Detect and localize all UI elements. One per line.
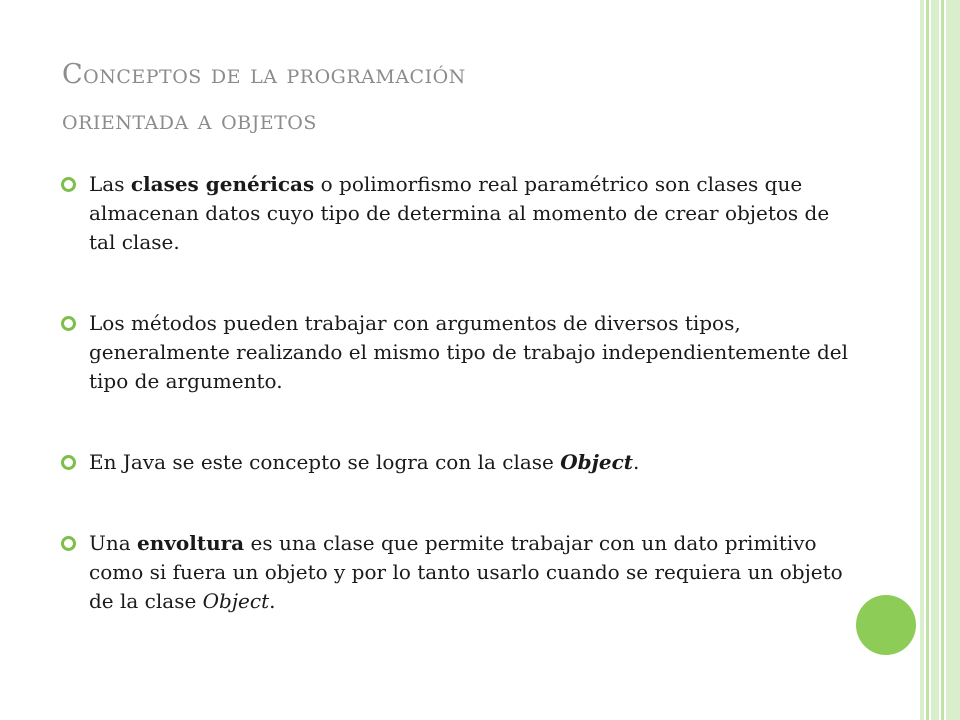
bullet-4-pre: Una <box>89 531 138 555</box>
circle-outline-icon <box>60 535 77 552</box>
bullet-3-bolditalic: Object <box>560 450 634 474</box>
bullet-1-pre: Las <box>89 172 131 196</box>
circle-outline-icon <box>60 176 77 193</box>
decorative-stripes <box>920 0 960 720</box>
slide-title <box>62 52 902 144</box>
slide-title-line-2: orientada a objetos <box>62 105 317 136</box>
bullet-4-post: . <box>269 589 276 613</box>
bullet-item-1 <box>60 170 850 257</box>
stripe-4 <box>941 0 944 720</box>
circle-outline-icon <box>60 315 77 332</box>
stripe-1 <box>920 0 924 720</box>
bullet-4-italic: Object <box>202 589 270 613</box>
bullet-item-2 <box>60 309 850 396</box>
stripe-5 <box>946 0 960 720</box>
bullet-2-text: Los métodos pueden trabajar con argumentos de diversos tipos, generalmente realizando el mismo tipo de trabajo independientemente del tipo de argumento. <box>89 311 849 393</box>
bullet-list <box>60 170 850 616</box>
bullet-4-bold: envoltura <box>137 531 245 555</box>
bullet-3-post: . <box>633 450 640 474</box>
bullet-1-bold: clases genéricas <box>130 172 315 196</box>
bullet-3-pre: En Java se este concepto se logra con la clase <box>89 450 561 474</box>
stripe-2 <box>926 0 929 720</box>
bullet-item-3 <box>60 448 850 477</box>
circle-outline-icon <box>60 454 77 471</box>
stripe-3 <box>931 0 939 720</box>
bullet-4-mid: es una clase que permite trabajar con un dato primitivo como si fuera un objeto y por lo tanto usarlo cuando se requiera un objeto de la clase <box>89 531 843 613</box>
slide-title-line-1: Conceptos de la programación <box>62 59 466 90</box>
bullet-1-post: o polimorfismo real paramétrico son clases que almacenan datos cuyo tipo de determina al momento de crear objetos de tal clase. <box>89 172 830 254</box>
bullet-item-4 <box>60 529 850 616</box>
green-dot-icon <box>856 595 916 655</box>
